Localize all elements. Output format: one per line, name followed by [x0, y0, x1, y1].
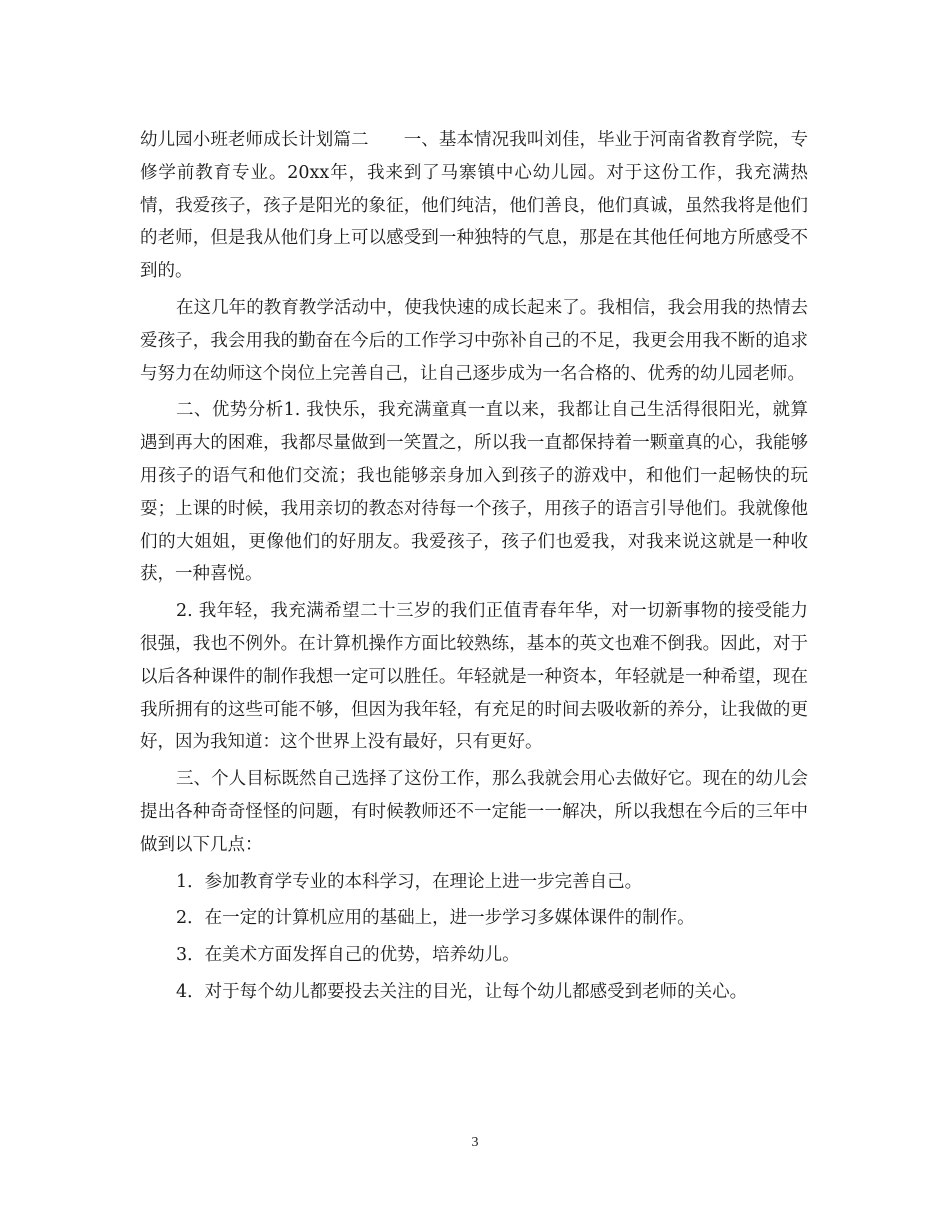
paragraph-advantage-1: 二、优势分析1. 我快乐，我充满童真一直以来，我都让自己生活得很阳光，就算遇到再大的困难，我都尽量做到一笑置之，所以我一直都保持着一颗童真的心，我能够用孩子的语气和他们交流；我也能够亲身加入到孩子的游戏中，和他们一起畅快的玩耍；上课的时候，我用亲切的教态对待每一个孩子，用孩子的语言引导他们。我就像他们的大姐姐，更像他们的好朋友。我爱孩子，孩子们也爱我，对我来说这就是一种收获，一种喜悦。	[140, 400, 808, 585]
goal-item-3: 3．在美术方面发挥自己的优势，培养幼儿。	[176, 945, 520, 966]
goal-item-2: 2．在一定的计算机应用的基础上，进一步学习多媒体课件的制作。	[176, 908, 695, 929]
paragraph-goals: 三、个人目标既然自己选择了这份工作，那么我就会用心去做好它。现在的幼儿会提出各种奇奇怪怪的问题，有时候教师还不一定能一一解决，所以我想在今后的三年中做到以下几点：	[140, 769, 808, 855]
paragraph-growth: 在这几年的教育教学活动中，使我快速的成长起来了。我相信，我会用我的热情去爱孩子，我会用我的勤奋在今后的工作学习中弥补自己的不足，我更会用我不断的追求与努力在幼师这个岗位上完善自己，让自己逐步成为一名合格的、优秀的幼儿园老师。	[140, 297, 808, 384]
paragraph-intro: 幼儿园小班老师成长计划篇二 一、基本情况我叫刘佳，毕业于河南省教育学院，专修学前教育专业。20xx年，我来到了马寨镇中心幼儿园。对于这份工作，我充满热情，我爱孩子，孩子是阳光的象征，他们纯洁，他们善良，他们真诚，虽然我将是他们的老师，但是我从他们身上可以感受到一种独特的气息，那是在其他任何地方所感受不到的。	[140, 130, 808, 282]
paragraph-advantage-2: 2. 我年轻，我充满希望二十三岁的我们正值青春年华，对一切新事物的接受能力很强，我也不例外。在计算机操作方面比较熟练，基本的英文也难不倒我。因此，对于以后各种课件的制作我想一定可以胜任。年轻就是一种资本，年轻就是一种希望，现在我所拥有的这些可能不够，但因为我年轻，有充足的时间去吸收新的养分，让我做的更好，因为我知道：这个世界上没有最好，只有更好。	[140, 601, 808, 753]
goal-item-4: 4．对于每个幼儿都要投去关注的目光，让每个幼儿都感受到老师的关心。	[176, 981, 748, 1002]
page-number: 3	[471, 1135, 479, 1150]
goal-item-1: 1．参加教育学专业的本科学习，在理论上进一步完善自己。	[176, 871, 643, 892]
document-body	[140, 124, 808, 1013]
